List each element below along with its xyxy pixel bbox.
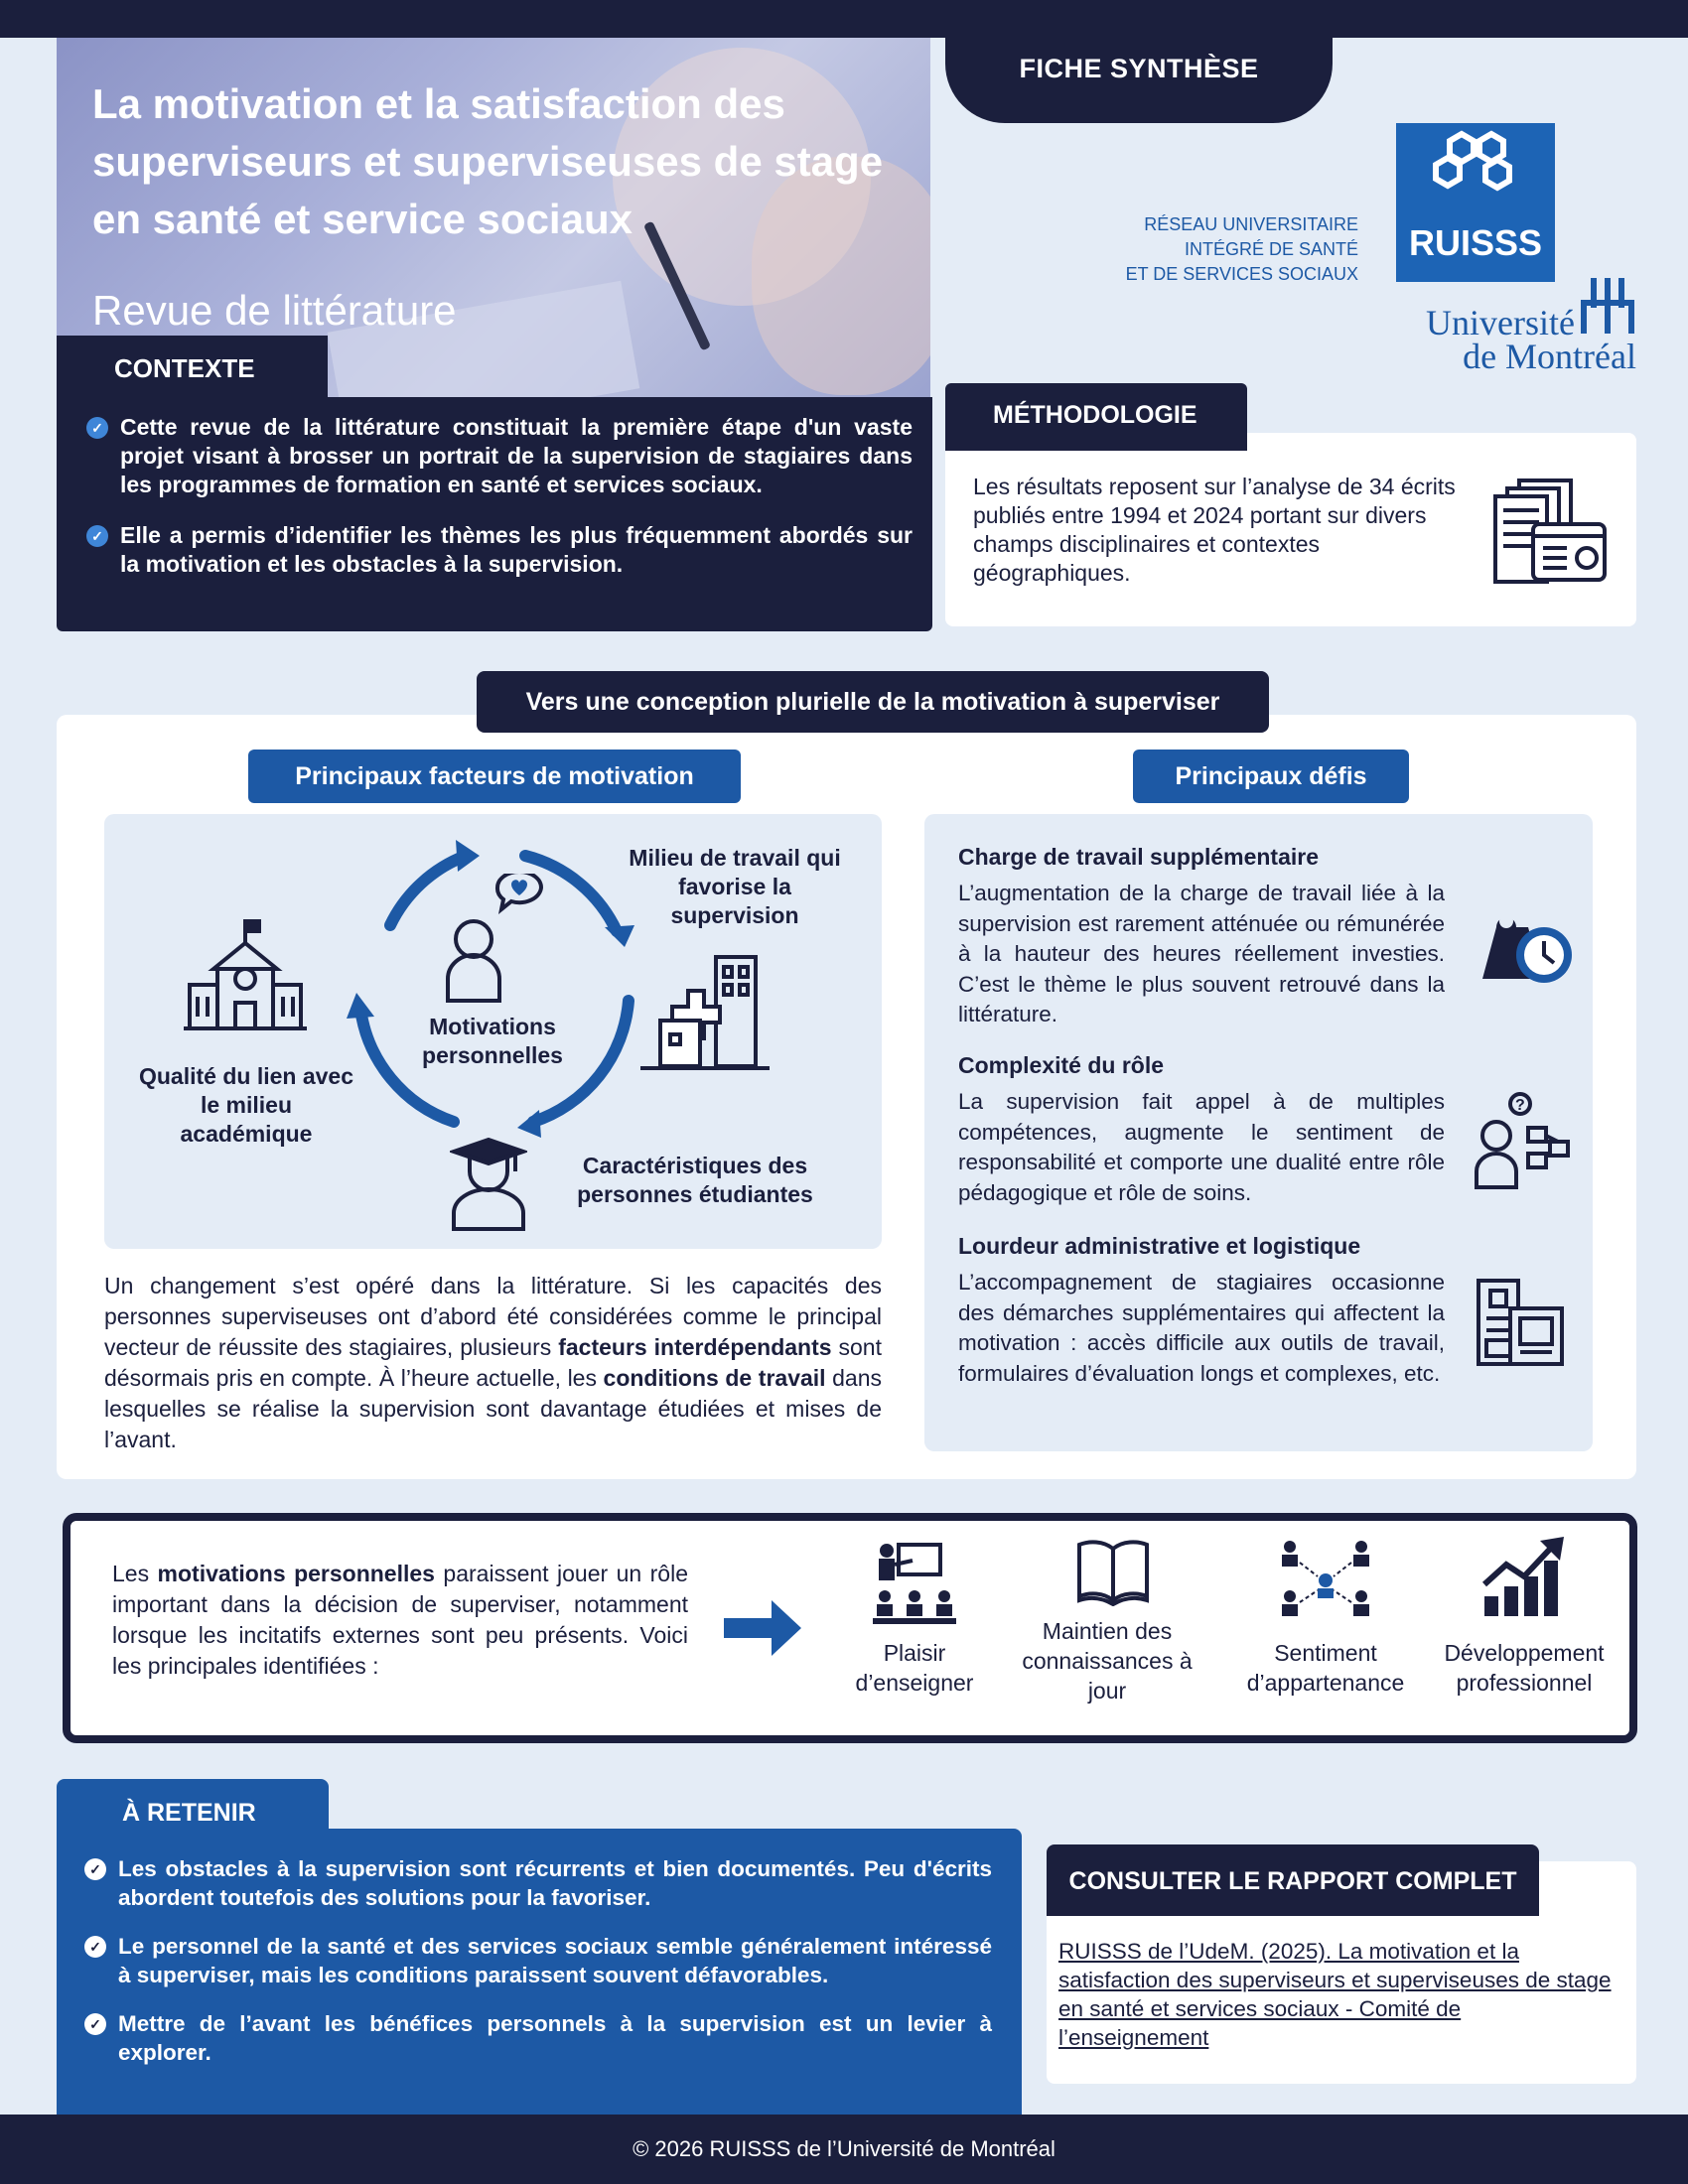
page-subtitle: Revue de littérature: [92, 287, 457, 334]
growth-chart-icon: [1480, 1535, 1568, 1622]
methodologie-text: Les résultats reposent sur l’analyse de 34 écrits publiés entre 1994 et 2024 portant sur divers champs disciplinaires et contextes géographiques.: [973, 474, 1456, 586]
methodologie-box: [945, 433, 1636, 626]
weight-clock-icon: [1475, 897, 1574, 987]
feature-maintien: Maintien des connaissances à jour: [1022, 1618, 1193, 1704]
retenir-box: [57, 1829, 1022, 2116]
check-icon: ✓: [86, 417, 108, 439]
retenir-item: ✓ Mettre de l’avant les bénéfices personnels à la supervision est un levier à explorer.: [118, 2009, 992, 2067]
contexte-item: ✓ Elle a permis d’identifier les thèmes les plus fréquemment abordés sur la motivation et les obstacles à la supervision.: [120, 521, 913, 579]
check-icon: ✓: [84, 2013, 106, 2035]
fiche-synthese-tab: FICHE SYNTHÈSE: [945, 0, 1333, 123]
person-question-icon: [1475, 1092, 1574, 1191]
footer-copyright: © 2026 RUISSS de l’Université de Montréal: [633, 2136, 1055, 2161]
arrow-right-icon: [724, 1598, 803, 1658]
top-bar: [0, 0, 1688, 38]
check-icon: ✓: [84, 1936, 106, 1958]
motivation-cycle-panel: [104, 814, 882, 1249]
school-icon: [184, 917, 307, 1032]
teacher-icon: [873, 1543, 956, 1626]
plural-paragraph: Un changement s’est opéré dans la littérature. Si les capacités des personnes superviseuses ont d’abord été considérées comme le principal vecteur de réussite des stagiaires, plusieurs facteurs interdépendants sont désormais pris en compte. À l’heure actuelle, les conditions de travail dans lesquelles se réalise la supervision sont davantage étudiées et mises de l’avant.: [104, 1273, 883, 1452]
cycle-lien-label: Qualité du lien avec le milieu académique: [138, 1063, 354, 1147]
feature-plaisir: Plaisir d’enseigner: [855, 1640, 974, 1696]
rapport-label: CONSULTER LE RAPPORT COMPLET: [1047, 1844, 1539, 1916]
cycle-milieu-label: Milieu de travail qui favorise la supervision: [629, 845, 841, 928]
hexagons-icon: [1396, 123, 1555, 222]
cycle-etudiants-label: Caractéristiques des personnes étudiantes: [577, 1153, 813, 1207]
svg-text:?: ?: [1515, 1097, 1525, 1114]
motivations-personnelles-band: [63, 1513, 1637, 1743]
defis-panel: [924, 814, 1593, 1451]
book-icon: [1075, 1537, 1151, 1606]
retenir-item: ✓ Le personnel de la santé et des services sociaux semble généralement intéressé à superviser, mais les conditions paraissent souvent défavorables.: [118, 1932, 992, 1989]
band-text: Les motivations personnelles paraissent jouer un rôle important dans la décision de superviser, notamment lorsque les incitatifs externes sont peu présents. Voici les principales identifiées :: [112, 1561, 688, 1679]
ruisss-logo: RUISSS: [1396, 123, 1555, 282]
footer: [0, 2115, 1688, 2184]
retenir-label: À RETENIR: [57, 1779, 329, 1850]
contexte-box: [57, 397, 932, 631]
contexte-item: ✓ Cette revue de la littérature constituait la première étape d'un vaste projet visant à brosser un portrait de la supervision de stagiaires dans les programmes de formation en santé et services sociaux.: [120, 413, 913, 499]
graduate-icon: [450, 1138, 527, 1231]
documents-icon: [1477, 1279, 1566, 1368]
documents-screen-icon: [1493, 477, 1609, 586]
check-icon: ✓: [84, 1858, 106, 1880]
facteurs-label: Principaux facteurs de motivation: [248, 750, 741, 803]
reseau-logo-text: RÉSEAU UNIVERSITAIRE INTÉGRÉ DE SANTÉ ET DE SERVICES SOCIAUX: [1125, 214, 1358, 284]
contexte-label: CONTEXTE: [57, 336, 328, 403]
retenir-item: ✓ Les obstacles à la supervision sont récurrents et bien documentés. Peu d'écrits abordent toutefois des solutions pour la favoriser.: [118, 1854, 992, 1912]
page-title: La motivation et la satisfaction des superviseurs et superviseuses de stage en santé et service sociaux: [92, 80, 884, 242]
check-icon: ✓: [86, 525, 108, 547]
network-icon: [1278, 1539, 1373, 1628]
defis-label: Principaux défis: [1133, 750, 1409, 803]
defi-item: Complexité du rôle La supervision fait appel à de multiples compétences, augmente le sentiment de responsabilité et comporte une dualité entre rôle pédagogique et rôle de soins.: [958, 1052, 1445, 1205]
defi-item: Lourdeur administrative et logistique L’accompagnement de stagiaires occasionne des démarches supplémentaires qui affectent la motivation : accès difficile aux outils de travail, formulaires d’évaluation longs et complexes, etc.: [958, 1233, 1445, 1386]
feature-developpement: Développement professionnel: [1444, 1640, 1605, 1696]
cycle-center-label: Motivations personnelles: [422, 1014, 563, 1068]
udem-emblem-icon: [1577, 276, 1638, 338]
methodologie-label: MÉTHODOLOGIE: [945, 383, 1247, 451]
udem-logo: Université de Montréal: [1388, 306, 1636, 373]
rapport-link[interactable]: RUISSS de l’UdeM. (2025). La motivation et la satisfaction des superviseurs et superviseuses de stage en santé et services sociaux - Comité de l’enseignement: [1058, 1939, 1612, 2050]
hospital-icon: [640, 951, 770, 1074]
defi-item: Charge de travail supplémentaire L’augmentation de la charge de travail liée à la supervision est rarement atténuée ou rémunérée à la hauteur des heures réellement investies. C’est le thème le plus souvent retrouvé dans la littérature.: [958, 844, 1445, 1026]
plural-title: Vers une conception plurielle de la motivation à superviser: [477, 671, 1269, 733]
feature-appartenance: Sentiment d’appartenance: [1246, 1640, 1405, 1696]
person-heart-icon: [444, 874, 553, 1005]
